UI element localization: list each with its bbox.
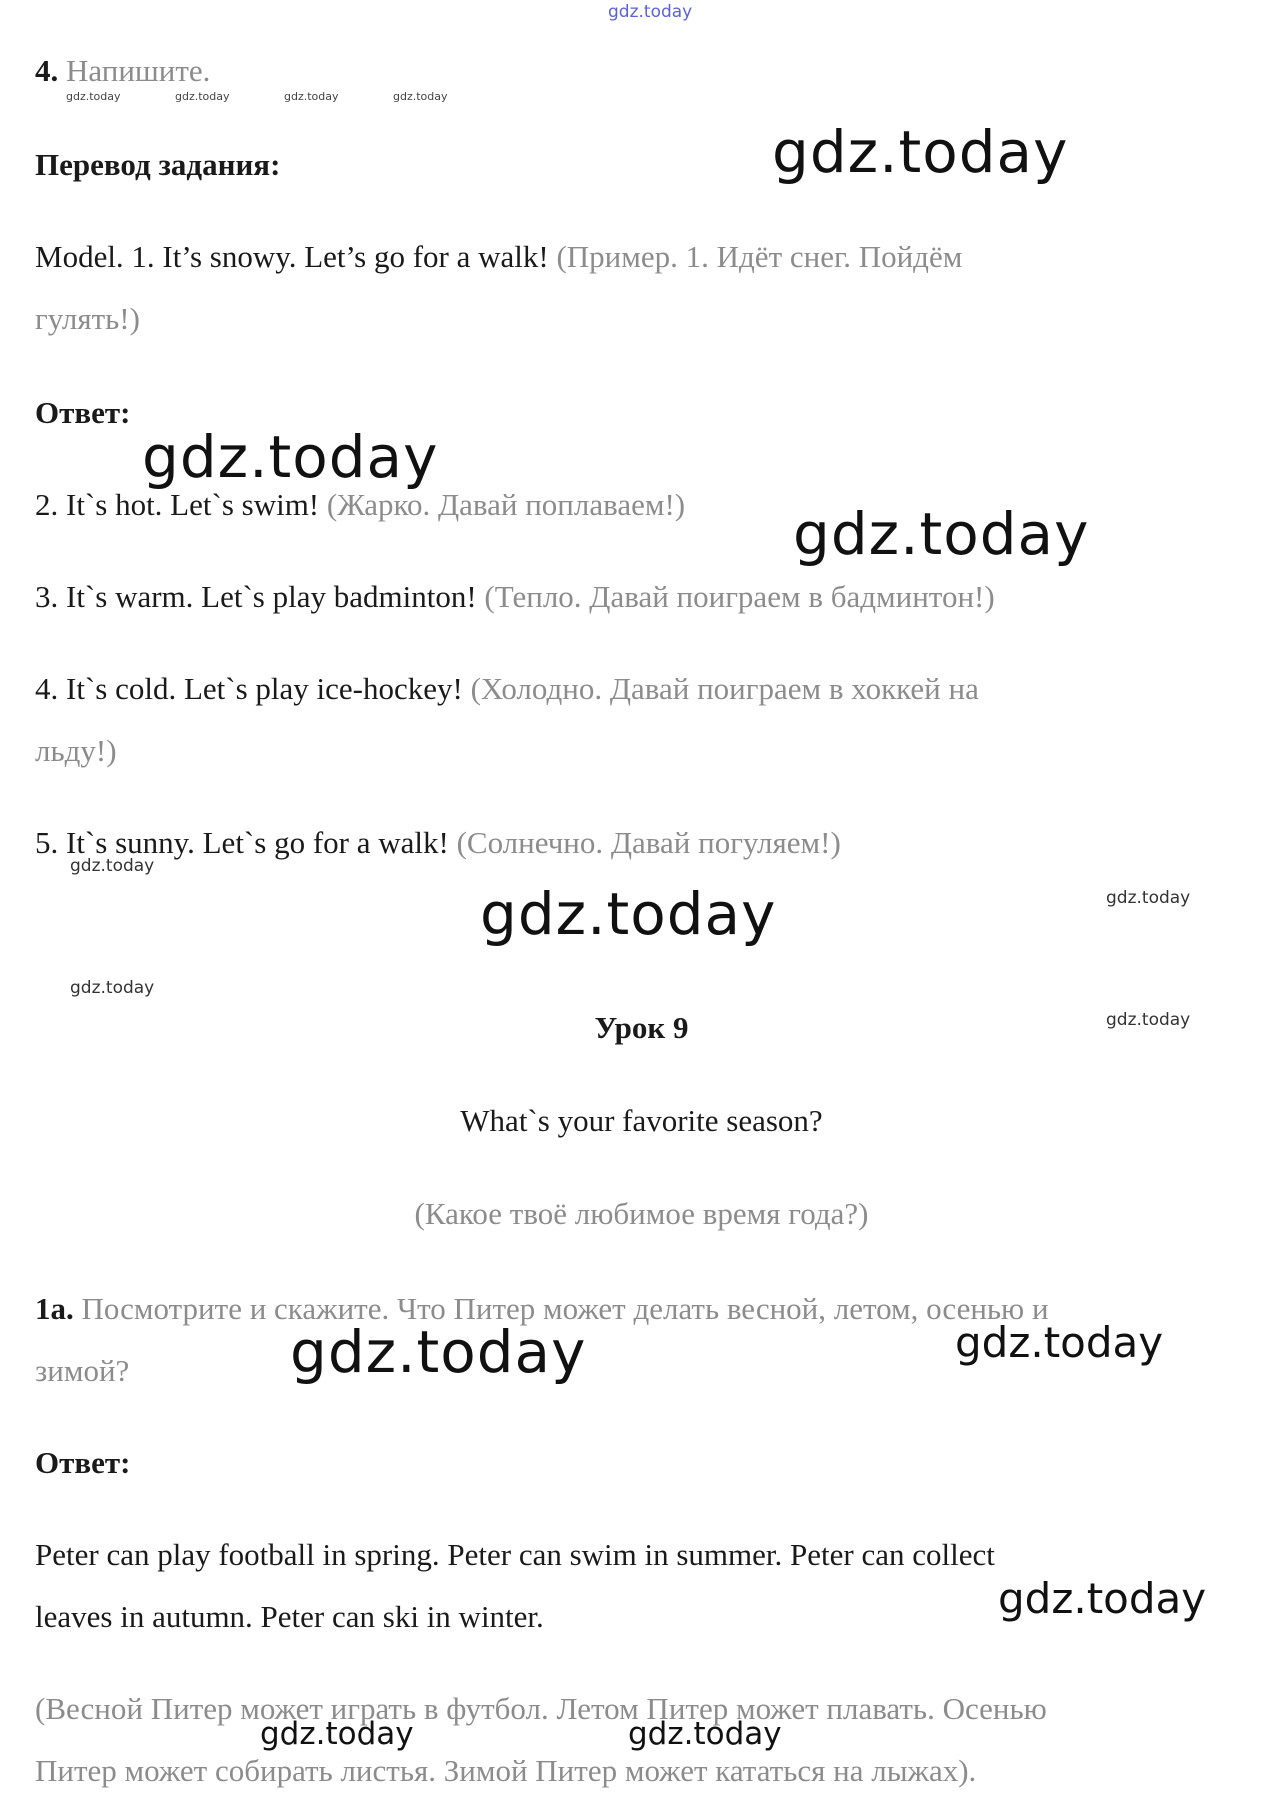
task1a-header xyxy=(35,1278,1049,1340)
watermark-large: gdz.today xyxy=(772,118,1069,186)
task-instruction: Напишите. xyxy=(66,53,211,88)
watermark-medium: gdz.today xyxy=(260,1716,414,1752)
watermark-tiny: gdz.today xyxy=(393,90,448,103)
watermark-large: gdz.today xyxy=(290,1318,587,1386)
answer-ru-line: (Весной Питер может играть в футбол. Летом Питер может плавать. Осенью xyxy=(35,1691,1047,1726)
watermark-large: gdz.today xyxy=(142,423,439,491)
model-en: Model. 1. It’s snowy. Let’s go for a walk! xyxy=(35,239,549,274)
translation-heading: Перевод задания: xyxy=(35,147,281,182)
model-ru: (Пример. 1. Идёт снег. Пойдём xyxy=(556,239,963,274)
top-watermark: gdz.today xyxy=(608,2,693,22)
watermark-large: gdz.today xyxy=(793,500,1090,568)
answer-ru: (Тепло. Давай поиграем в бадминтон!) xyxy=(484,579,995,614)
watermark-small: gdz.today xyxy=(70,856,155,876)
watermark-medium: gdz.today xyxy=(955,1318,1164,1367)
task-number: 4. xyxy=(35,53,59,88)
answer-item xyxy=(35,812,841,874)
watermark-medium: gdz.today xyxy=(998,1574,1207,1623)
watermark-tiny: gdz.today xyxy=(284,90,339,103)
answer-ru: (Жарко. Давай поплаваем!) xyxy=(326,487,686,522)
watermark-tiny: gdz.today xyxy=(66,90,121,103)
lesson-title: Урок 9 xyxy=(594,1010,689,1045)
answer-item xyxy=(35,566,995,628)
answer-en: 5. It`s sunny. Let`s go for a walk! xyxy=(35,825,449,860)
answer-en: 3. It`s warm. Let`s play badminton! xyxy=(35,579,477,614)
watermark-small: gdz.today xyxy=(70,978,155,998)
model-ru-continued: гулять!) xyxy=(35,301,140,336)
model-line xyxy=(35,226,962,288)
lesson-subtitle: What`s your favorite season? xyxy=(460,1103,823,1138)
answer-en: 2. It`s hot. Let`s swim! xyxy=(35,487,320,522)
answer-item xyxy=(35,658,979,720)
task-instruction: Посмотрите и скажите. Что Питер может делать весной, летом, осенью и xyxy=(81,1291,1049,1326)
task4-header xyxy=(35,40,210,102)
watermark-tiny: gdz.today xyxy=(175,90,230,103)
lesson-subtitle-translation: (Какое твоё любимое время года?) xyxy=(414,1196,869,1231)
answer-ru: (Солнечно. Давай погуляем!) xyxy=(456,825,841,860)
watermark-small: gdz.today xyxy=(1106,1010,1191,1030)
task-number: 1a. xyxy=(35,1291,74,1326)
answer-en-line: leaves in autumn. Peter can ski in winter. xyxy=(35,1599,544,1634)
watermark-large: gdz.today xyxy=(480,880,777,948)
answer-en: 4. It`s cold. Let`s play ice-hockey! xyxy=(35,671,463,706)
answer-en-line: Peter can play football in spring. Peter can swim in summer. Peter can collect xyxy=(35,1537,995,1572)
answer-heading: Ответ: xyxy=(35,1445,131,1480)
answer-ru-continued: льду!) xyxy=(35,733,117,768)
answer-ru: (Холодно. Давай поиграем в хоккей на xyxy=(470,671,979,706)
task-instruction-continued: зимой? xyxy=(35,1353,130,1388)
watermark-medium: gdz.today xyxy=(628,1716,782,1752)
answer-item xyxy=(35,474,685,536)
watermark-small: gdz.today xyxy=(1106,888,1191,908)
answer-heading: Ответ: xyxy=(35,395,131,430)
answer-ru-line: Питер может собирать листья. Зимой Питер может кататься на лыжах). xyxy=(35,1753,977,1788)
